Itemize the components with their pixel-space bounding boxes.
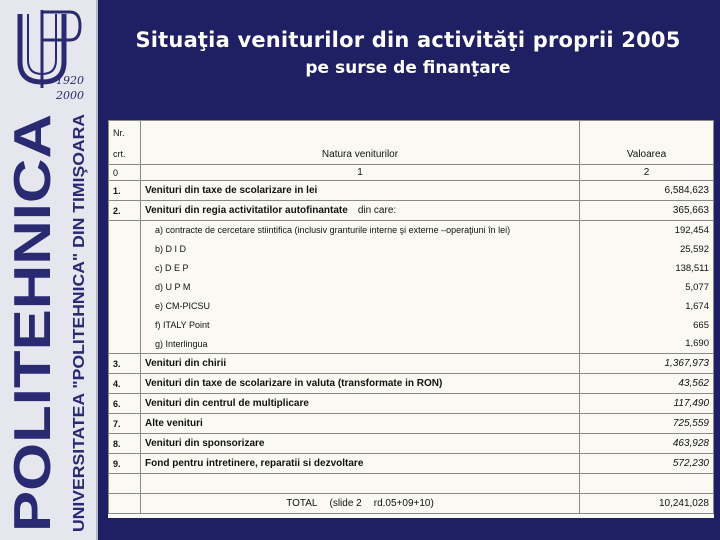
table-row xyxy=(109,374,714,394)
row-number xyxy=(109,221,141,240)
logo-year-2000: 2000 xyxy=(56,89,84,102)
table-row xyxy=(109,240,714,259)
header-nr: Nr. xyxy=(109,121,141,145)
total-label: TOTAL xyxy=(286,498,318,509)
brand-text-large: POLITEHNICA xyxy=(4,179,62,532)
table-row xyxy=(109,278,714,297)
total-value: 10,241,028 xyxy=(580,494,714,514)
header-val-blank xyxy=(580,121,714,145)
row-value: 138,511 xyxy=(580,259,714,278)
table-row xyxy=(109,414,714,434)
table-row xyxy=(109,201,714,221)
row-value: 463,928 xyxy=(580,434,714,454)
row-number xyxy=(109,316,141,335)
row-number xyxy=(109,240,141,259)
row-description-text: Alte venituri xyxy=(145,418,203,429)
table-row xyxy=(109,354,714,374)
row-description xyxy=(141,414,580,434)
row-description-text: Venituri din regia activitatilor autofinantate xyxy=(145,205,348,216)
header-row-nr xyxy=(109,121,714,145)
row-value: 1,367,973 xyxy=(580,354,714,374)
row-description xyxy=(141,297,580,316)
table-row xyxy=(109,394,714,414)
row-number: 7. xyxy=(109,414,141,434)
logo-year-1920: 1920 xyxy=(56,74,84,87)
row-value: 1,690 xyxy=(580,335,714,354)
total-label-cell xyxy=(141,494,580,514)
row-description xyxy=(141,221,580,240)
header-row xyxy=(109,145,714,165)
row-description xyxy=(141,354,580,374)
row-number xyxy=(109,335,141,354)
row-description-text: d) U P M xyxy=(155,282,191,292)
header-desc: Natura veniturilor xyxy=(141,145,580,165)
slide-title-area xyxy=(96,0,720,120)
row-description-text: Venituri din taxe de scolarizare in valuta (transformate in RON) xyxy=(145,378,443,389)
row-value: 572,230 xyxy=(580,454,714,474)
total-row xyxy=(109,494,714,514)
row-value: 665 xyxy=(580,316,714,335)
spacer-cell xyxy=(109,474,141,494)
index-row xyxy=(109,165,714,181)
table-row xyxy=(109,259,714,278)
row-description-text: b) D I D xyxy=(155,244,187,254)
brand-text-small: UNIVERSITATEA "POLITEHNICA" DIN TIMIŞOARA xyxy=(71,151,88,532)
row-value: 365,663 xyxy=(580,201,714,221)
row-description xyxy=(141,335,580,354)
row-number xyxy=(109,259,141,278)
university-name-vertical xyxy=(2,112,94,534)
table-row xyxy=(109,221,714,240)
table-row xyxy=(109,297,714,316)
row-description xyxy=(141,240,580,259)
sidebar-banner xyxy=(0,0,98,540)
row-number: 6. xyxy=(109,394,141,414)
page-subtitle: pe surse de finanţare xyxy=(305,58,511,78)
row-number xyxy=(109,278,141,297)
row-description-text: Fond pentru intretinere, reparatii si dezvoltare xyxy=(145,458,364,469)
table-row xyxy=(109,335,714,354)
row-number: 4. xyxy=(109,374,141,394)
spacer-row xyxy=(109,474,714,494)
spacer-cell xyxy=(580,474,714,494)
row-description-text: Venituri din chirii xyxy=(145,358,227,369)
table-row xyxy=(109,316,714,335)
revenue-table-panel xyxy=(108,120,714,518)
total-ref-rows: rd.05+09+10) xyxy=(373,498,434,509)
row-value: 117,490 xyxy=(580,394,714,414)
row-note: din care: xyxy=(357,205,397,216)
row-description-text: Venituri din sponsorizare xyxy=(145,438,265,449)
row-number: 2. xyxy=(109,201,141,221)
row-description xyxy=(141,434,580,454)
row-number: 3. xyxy=(109,354,141,374)
row-description xyxy=(141,181,580,201)
table-row xyxy=(109,181,714,201)
logo-p-bowl xyxy=(42,12,80,40)
row-value: 43,562 xyxy=(580,374,714,394)
spacer-cell xyxy=(141,474,580,494)
row-description-text: f) ITALY Point xyxy=(155,320,210,330)
row-description-text: g) Interlingua xyxy=(155,338,208,349)
total-nr xyxy=(109,494,141,514)
index-nr: 0 xyxy=(109,165,141,181)
table-row xyxy=(109,434,714,454)
header-desc-blank xyxy=(141,121,580,145)
row-value: 192,454 xyxy=(580,221,714,240)
page-title: Situaţia veniturilor din activităţi proprii 2005 xyxy=(135,28,681,52)
row-description-text: Venituri din centrul de multiplicare xyxy=(145,398,309,409)
row-value: 5,077 xyxy=(580,278,714,297)
university-logo xyxy=(4,4,88,104)
row-description-text: c) D E P xyxy=(155,263,189,273)
row-number: 1. xyxy=(109,181,141,201)
row-value: 725,559 xyxy=(580,414,714,434)
row-description-text: Venituri din taxe de scolarizare in lei xyxy=(145,185,318,196)
header-crt: crt. xyxy=(109,145,141,165)
row-number: 8. xyxy=(109,434,141,454)
total-ref-slide: (slide 2 xyxy=(329,498,362,509)
revenue-table xyxy=(108,120,714,514)
row-value: 25,592 xyxy=(580,240,714,259)
row-value: 1,674 xyxy=(580,297,714,316)
row-description xyxy=(141,454,580,474)
row-description xyxy=(141,278,580,297)
row-description xyxy=(141,201,580,221)
index-desc: 1 xyxy=(141,165,580,181)
header-val: Valoarea xyxy=(580,145,714,165)
row-description xyxy=(141,259,580,278)
index-val: 2 xyxy=(580,165,714,181)
row-description xyxy=(141,394,580,414)
table-row xyxy=(109,454,714,474)
row-number: 9. xyxy=(109,454,141,474)
row-description xyxy=(141,316,580,335)
row-number xyxy=(109,297,141,316)
row-description xyxy=(141,374,580,394)
row-value: 6,584,623 xyxy=(580,181,714,201)
row-description-text: a) contracte de cercetare stiintifica (inclusiv granturile interne şi externe –operaţiuni în lei) xyxy=(155,225,511,236)
row-description-text: e) CM-PICSU xyxy=(155,301,211,311)
